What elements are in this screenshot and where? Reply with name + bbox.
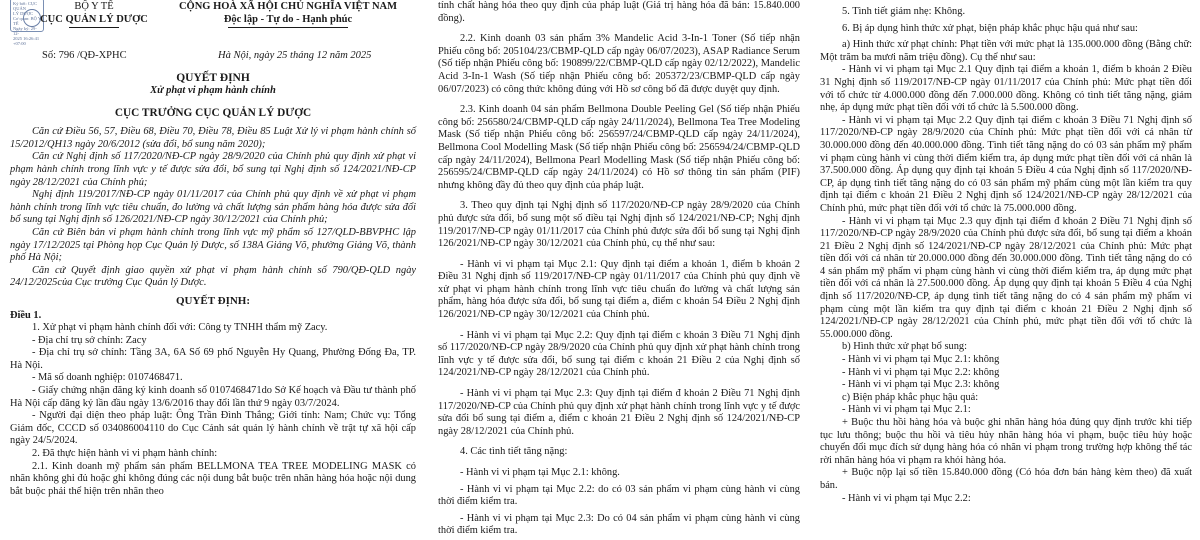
agency-underline: [69, 27, 119, 28]
number-date-line: [10, 50, 416, 65]
preamble-item: Căn cứ Biên bản vi phạm hành chính trong lĩnh vực mỹ phẩm số 127/QLD-BBVPHC lập ngày 17/12/2025 tại Phòng họp Cục Quản lý Dược, số 138A Giảng Võ, phường Giảng Võ, thành phố Hà Nội;: [10, 226, 416, 264]
preamble-item: Căn cứ Quyết định giao quyền xử phạt vi phạm hành chính số 790/QĐ-QLD ngày 24/12/2025của Cục trưởng Cục Quản lý Dược.: [10, 264, 416, 289]
republic-name: CỘNG HOÀ XÃ HỘI CHỦ NGHĨA VIỆT NAM: [178, 1, 398, 12]
body-paragraph: - Hành vi vi phạm tại Mục 2.3 quy định tại điểm đ khoản 2 Điều 71 Nghị định số 117/2020/NĐ-CP ngày 28/9/2020 của Chính phủ được sửa đổi, bổ sung tại điểm a khoản 21 Điều 2 Nghị định số 124/2021/NĐ-CP ngày 28/12/2021 của Chính phủ: Mức phạt tiền đối với cá nhân từ 20.000.000 đồng đến 30.000.000 đồng. Tình tiết tăng nặng do có 4 sản phẩm mỹ phẩm vi phạm cùng hành vi cùng thời điểm kiểm tra, áp dụng mức phạt tiền đối với cá nhân là 27.500.000 đồng. Áp dụng quy định tại khoản 5 Điều 4 của Nghị định số 117/2020/NĐ-CP, áp dụng tình tiết tăng nặng do có 4 sản phẩm mỹ phẩm vi phạm cùng một lần kiểm tra quy định tại điểm c khoản 21 Điều 2 Nghị định số 124/2021/NĐ-CP ngày 28/12/2021 của Chính phủ, mức phạt tiền đối với tổ chức là 55.000.000 đồng.: [820, 215, 1192, 340]
page-column-2: [438, 0, 800, 540]
body-paragraph: 2. Đã thực hiện hành vi vi phạm hành chính:: [32, 448, 218, 460]
body-paragraph: - Hành vi vi phạm tại Mục 2.3: Quy định tại điểm đ khoản 2 Điều 71 Nghị định 117/2020/NĐ-CP của Chính phủ quy định xử phạt hành chính trong lĩnh vực y tế được sửa đổi bổ sung tại điểm a, điểm c khoản 21 Điều 2 Nghị định số 124/2021/NĐ-CP ngày 28/12/2021 của Chính phủ.: [438, 388, 800, 437]
body-paragraph: - Hành vi vi phạm tại Mục 2.1: Quy định tại điểm a khoản 1, điểm b khoản 2 Điều 31 Nghị định số 119/2017/NĐ-CP ngày 01/11/2017 của Chính phủ quy định về xử phạt vi phạm hành chính trong lĩnh vực tiêu chuẩn đo lường và chất lượng sản phẩm, hàng hóa được sửa đổi, bổ sung tại điểm a, điểm c khoản 54 Điều 2 Nghị định 126/2021/NĐ-CP ngày 30/12/2021 của Chính phủ.: [438, 258, 800, 321]
preamble-item: Nghị định 119/2017/NĐ-CP ngày 01/11/2017 của Chính phủ quy định về xử phạt vi phạm hành chính trong lĩnh vực tiêu chuẩn, đo lường và chất lượng sản phẩm hàng hóa được sửa đổi bổ sung tại Nghị định số 126/2021/NĐ-CP ngày 30/12/2021 của Chính phủ;: [10, 189, 416, 226]
body-paragraph: 6. Bị áp dụng hình thức xử phạt, biện pháp khắc phục hậu quả như sau:: [842, 22, 1138, 34]
seal-line: Ký bởi: CỤC QUẢN: [13, 1, 38, 11]
body-paragraph: - Hành vi vi phạm tại Mục 2.2:: [842, 492, 971, 504]
body-paragraph: - Hành vi vi phạm tại Mục 2.2: không: [842, 366, 1000, 378]
page-column-1: [10, 0, 416, 540]
document-subtitle: Xử phạt vi phạm hành chính: [150, 85, 276, 96]
seal-line: Cơ quan: BỘ Y TẾ: [13, 16, 41, 26]
body-paragraph: - Hành vi vi phạm tại Mục 2.2: do có 03 sản phẩm vi phạm cùng hành vi cùng thời điểm kiểm tra.: [438, 483, 800, 508]
body-paragraph: b) Hình thức xử phạt bổ sung:: [842, 341, 967, 353]
decision-heading: QUYẾT ĐỊNH:: [175, 294, 251, 307]
body-paragraph: a) Hình thức xử phạt chính: Phạt tiền với mức phạt là 135.000.000 đồng (Bằng chữ: Một trăm ba mươi năm triệu đồng). Cụ thể như sau:: [820, 39, 1192, 63]
issuer-title: CỤC TRƯỞNG CỤC QUẢN LÝ DƯỢC: [114, 106, 312, 119]
body-paragraph: - Giấy chứng nhận đăng ký kinh doanh số 0107468471do Sở Kế hoạch và Đầu tư thành phố Hà Nội cấp đăng ký lần đầu ngày 13/6/2016 thay đổi lần thứ 9 ngày 03/7/2024.: [10, 385, 416, 409]
body-paragraph: - Mã số doanh nghiệp: 0107468471.: [32, 372, 183, 384]
agency-name: CỤC QUẢN LÝ DƯỢC: [40, 14, 148, 25]
body-paragraph: 2.3. Kinh doanh 04 sản phẩm Bellmona Double Peeling Gel (Số tiếp nhận Phiếu công bố: 256580/24/CBMP-QLD cấp ngày 24/11/2024), Bellmona Tea Tree Modeling Mask (Số tiếp nhận Phiếu công bố: 256597/24/CBMP-QLD cấp ngày 24/11/2024), Bellmona Cool Modelling Mask (Số tiếp nhận Phiếu công bố: 256594/24/CBMP-QLD cấp ngày 24/11/2024), Bellmona Pearl Modelling Mask (Số tiếp nhận Phiếu công bố: 256595/24/CBMP-QLD cấp ngày 24/11/2024) có Hồ sơ thông tin sản phẩm (PIF) nhưng không đầy đủ theo quy định của pháp luật.: [438, 104, 800, 191]
body-paragraph: - Địa chỉ trụ sở chính: Zacy: [32, 334, 147, 346]
body-paragraph: tính chất hàng hóa theo quy định của pháp luật (Giá trị hàng hóa đã bán: 15.840.000 đồng).: [438, 0, 800, 24]
body-paragraph: + Buộc thu hồi hàng hóa và buộc ghi nhãn hàng hóa đúng quy định trước khi tiếp tục lưu thông; buộc thu hồi và tiêu hủy nhãn hàng hóa vi phạm, buộc tiêu hủy hoặc chuyển đổi mục đích sử dụng hàng hóa có nhãn vi phạm trong trường hợp không thể tác rời nhãn hàng hóa vi phạm ra khỏi hàng hóa.: [820, 417, 1192, 466]
body-paragraph: - Hành vi vi phạm tại Mục 2.2 Quy định tại điểm c khoản 3 Điều 71 Nghị định số 117/2020/NĐ-CP ngày 28/9/2020 của Chính phủ: Mức phạt tiền đối với cá nhân từ 30.000.000 đồng đến 40.000.000 đồng. Tình tiết tăng nặng do có 03 sản phẩm mỹ phẩm vi phạm cùng hành vi cùng thời điểm kiểm tra, áp dụng mức phạt tiền đối với cá nhân là 37.500.000 đồng. Áp dụng quy định tại khoản 5 Điều 4 của Nghị định số 117/2020/NĐ-CP, áp dụng tình tiết tăng nặng do có 03 sản phẩm mỹ phẩm cùng một lần kiểm tra quy định tại điểm c khoản 21 Điều 2 Nghị định số 124/2021/NĐ-CP ngày 28/12/2021 của Chính phủ, mức phạt tiền đối với tổ chức là 75.000.000 đồng.: [820, 114, 1192, 214]
body-paragraph: 3. Theo quy định tại Nghị định số 117/2020/NĐ-CP ngày 28/9/2020 của Chính phủ được sửa đổi, bổ sung một số điều tại Nghị định số 124/2021/NĐ-CP; Nghị định 119/2017/NĐ-CP ngày 01/11/2017 của Chính phủ được sửa đổi bổ sung tại Nghị định 126/2021/NĐ-CP ngày 30/12/2021 của Chính phủ, cụ thể như sau:: [438, 200, 800, 250]
body-paragraph: 2.2. Kinh doanh 03 sản phẩm 3% Mandelic Acid 3-In-1 Toner (Số tiếp nhận Phiếu công bố: 205104/23/CBMP-QLD cấp ngày 06/07/2023), ASAP Radiance Serum (Số tiếp nhận Phiếu công bố: 190899/22/CBMP-QLD cấp ngày 02/12/2022), Mandelic Acid 3-In-1 Wash (Số tiếp nhận Phiếu công bố: 205372/23/CBMP-QLD cấp ngày 06/07/2023) có công thức không đúng với Hồ sơ công bố đã được duyệt quy định.: [438, 33, 800, 95]
body-paragraph: 1. Xử phạt vi phạm hành chính đối với: Công ty TNHH thẩm mỹ Zacy.: [32, 322, 328, 334]
decision-number: Số: 796 /QĐ-XPHC: [42, 50, 127, 61]
page-column-3: [820, 0, 1192, 540]
body-paragraph: - Hành vi vi phạm tại Mục 2.3: không: [842, 379, 1000, 391]
body-paragraph: 5. Tình tiết giảm nhẹ: Không.: [842, 6, 966, 17]
seal-line: Ngày ký: 29-12-: [13, 26, 37, 36]
national-motto: Độc lập - Tự do - Hạnh phúc: [223, 14, 353, 25]
ministry-name: BỘ Y TẾ: [74, 1, 114, 12]
preamble-item: Căn cứ Điều 56, 57, Điều 68, Điều 70, Điều 78, Điều 85 Luật Xử lý vi phạm hành chính số 15/2012/QH13 ngày 20/6/2012 (sửa đổi, bổ sung năm 2020);: [10, 126, 416, 150]
body-paragraph: - Hành vi vi phạm tại Mục 2.1 Quy định tại điểm a khoản 1, điểm b khoản 2 Điều 31 Nghị định số 119/2017/NĐ-CP ngày 01/11/2017 của Chính phủ: Mức phạt tiền đối với tổ chức từ 4.000.000 đồng đến 7.000.000 đồng. Không có tình tiết tăng nặng, giảm nhẹ, áp dụng mức phạt tiền đối với tổ chức là 5.500.000 đồng.: [820, 64, 1192, 114]
issuing-body: [34, 0, 154, 28]
article-1-label: Điều 1.: [10, 309, 42, 321]
body-paragraph: - Hành vi vi phạm tại Mục 2.1: không.: [460, 467, 620, 478]
body-paragraph: + Buộc nộp lại số tiền 15.840.000 đồng (Có hóa đơn bán hàng kèm theo) đã xuất bán.: [820, 467, 1192, 491]
seal-line: LÝ DƯỢC: [13, 11, 34, 16]
seal-line: +07:00: [13, 41, 26, 46]
body-paragraph: c) Biện pháp khắc phục hậu quả:: [842, 391, 979, 403]
motto-underline: [228, 27, 348, 28]
body-paragraph: - Người đại diện theo pháp luật: Ông Trần Đình Thắng; Giới tính: Nam; Chức vụ: Tổng Giám đốc, CCCD số 034086004110 do Cục Cảnh sát quản lý hành chính về trật tự xã hội cấp ngày 24/5/2024.: [10, 410, 416, 447]
national-title: [160, 0, 416, 28]
body-paragraph: - Địa chỉ trụ sở chính: Tầng 3A, 6A Số 69 phố Nguyễn Hy Quang, Phường Đống Đa, TP. Hà Nội.: [10, 347, 416, 371]
document-header: [10, 0, 416, 50]
body-paragraph: 4. Các tình tiết tăng nặng:: [460, 446, 568, 458]
place-date: Hà Nội, ngày 25 tháng 12 năm 2025: [218, 50, 372, 61]
document-title: QUYẾT ĐỊNH: [176, 72, 250, 84]
seal-line: 2025 16:26:41: [13, 36, 40, 41]
body-paragraph: - Hành vi vi phạm tại Mục 2.1: không: [842, 354, 1000, 366]
preamble-item: Căn cứ Nghị định số 117/2020/NĐ-CP ngày 28/9/2020 của Chính phủ quy định xử phạt vi phạm hành chính trong lĩnh vực y tế được sửa đổi, bổ sung tại Nghị định số 124/2021/NĐ-CP ngày 28/12/2021 của Chính phủ;: [10, 151, 416, 188]
body-paragraph: - Hành vi vi phạm tại Mục 2.1:: [842, 404, 971, 416]
body-paragraph: - Hành vi vi phạm tại Mục 2.2: Quy định tại điểm c khoản 3 Điều 71 Nghị định số 117/2020/NĐ-CP ngày 28/9/2020 của Chính phủ quy định xử phạt hành chính trong lĩnh vực y tế được sửa đổi, bổ sung tại điểm c khoản 21 Điều 2 của Nghị định số 124/2021/NĐ-CP ngày 28/12/2021 của Chính phủ.: [438, 329, 800, 379]
body-paragraph: 2.1. Kinh doanh mỹ phẩm sản phẩm BELLMONA TEA TREE MODELING MASK có nhãn không ghi đủ hoặc ghi không đúng các nội dung bắt buộc trên nhãn hàng hóa hoặc nội dung bắt buộc phải thể hiện trên nhãn theo: [10, 460, 416, 497]
body-paragraph: - Hành vi vi phạm tại Mục 2.3: Do có 04 sản phẩm vi phạm cùng hành vi cùng thời điểm kiểm tra.: [438, 512, 800, 537]
